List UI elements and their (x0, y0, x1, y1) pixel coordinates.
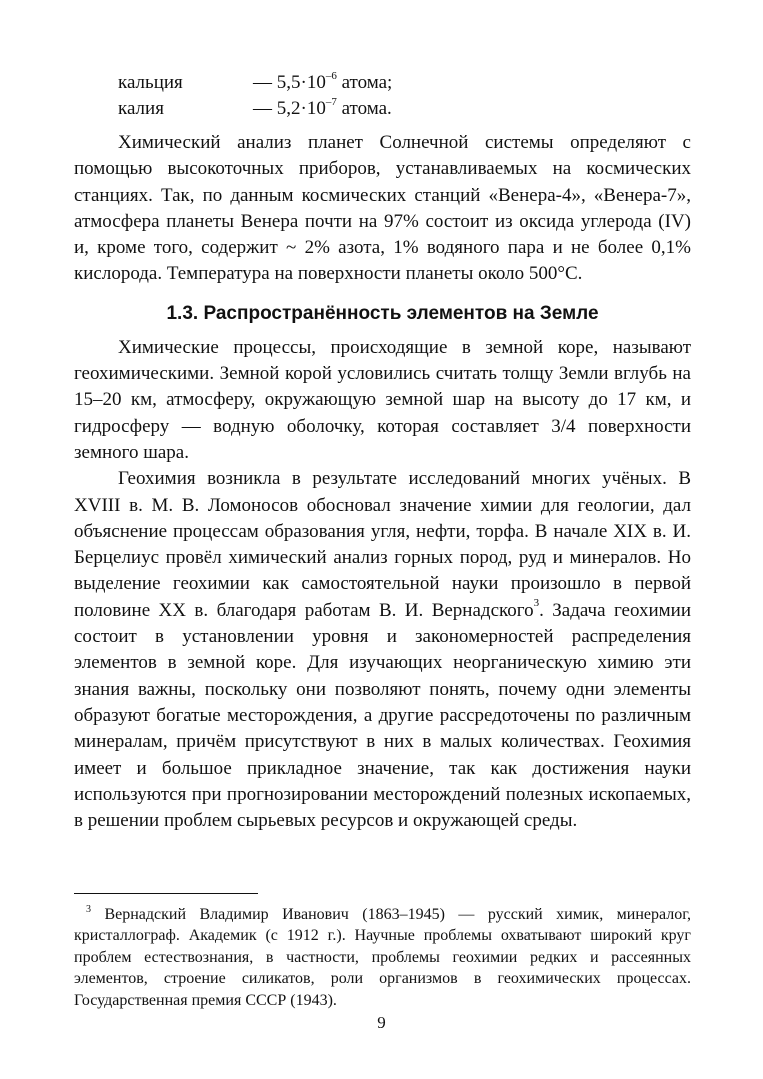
element-list (74, 70, 691, 122)
footnote-reference[interactable]: 3 (533, 597, 540, 610)
footnotes (74, 893, 691, 1011)
paragraph-geochemistry-history: Геохимия возникла в результате исследований многих учёных. В XVIII в. М. В. Ломоносов обосновал значение химии для геологии, дал объяснение процессам образования угля, нефти, торфа. В начале XIX в. И. Берцелиус провёл химический анализ горных пород, руд и минералов. Но выделение геохимии как самостоятельной науки произошло в первой половине XX в. благодаря работам В. И. Вернадского$^3$. Задача геохимии состоит в установлении уровня и закономерностей распределения элементов в земной коре. Для изучающих неорганическую химию эти знания важны, поскольку они позволяют понять, почему одни элементы образуют богатые месторождения, а другие рассредоточены по различным минералам, причём присутствуют в них в малых количествах. Геохимия имеет и большое прикладное значение, так как достижения науки используются при прогнозировании месторождений полезных ископаемых, в решении проблем сырьевых ресурсов и окружающей среды. (74, 468, 691, 832)
list-item (74, 96, 691, 122)
footnote-divider (74, 893, 258, 894)
element-name: кальция (118, 72, 183, 93)
footnote-mark: 3 (86, 903, 91, 915)
paragraph-geochemistry-definition: Химические процессы, происходящие в земной коре, называют геохимическими. Земной корой условились считать толщу Земли вглубь на 15–20 км, атмосферу, окружающую земной шар на высоту до 17 км, и гидросферу — водную оболочку, которая составляет 3/4 поверхности земного шара. (74, 336, 691, 463)
element-name: калия (118, 98, 164, 119)
page-number: 9 (377, 1013, 386, 1032)
footnote: $^3$ Вернадский Владимир Иванович (1863–1945) — русский химик, минералог, кристаллограф. Академик (с 1912 г.). Научные проблемы охватывают широкий круг проблем естествознания, в частности, проблемы геохимии редких и рассеянных элементов, строение силикатов, роли организмов в геохимических процессах. Государственная премия СССР (1943). (74, 903, 691, 1009)
element-value: — $5,2\cdot 10^{-7}$ атома. (253, 95, 392, 119)
element-value: — $5,5\cdot 10^{-6}$ атома; (253, 69, 393, 93)
paragraph-planets: Химический анализ планет Солнечной системы определяют с помощью высокоточных приборов, устанавливаемых на космических станциях. Так, по данным космических станций «Венера-4», «Венера-7», атмосфера планеты Венера почти на 97% состоит из оксида углерода (IV) и, кроме того, содержит ~ 2% азота, 1% водяного пара и не более 0,1% кислорода. Температура на поверхности планеты около 500°С. (74, 132, 691, 285)
list-item (74, 70, 691, 96)
page-body (74, 70, 691, 834)
section-heading: 1.3. Распространённость элементов на Земле (166, 302, 599, 324)
